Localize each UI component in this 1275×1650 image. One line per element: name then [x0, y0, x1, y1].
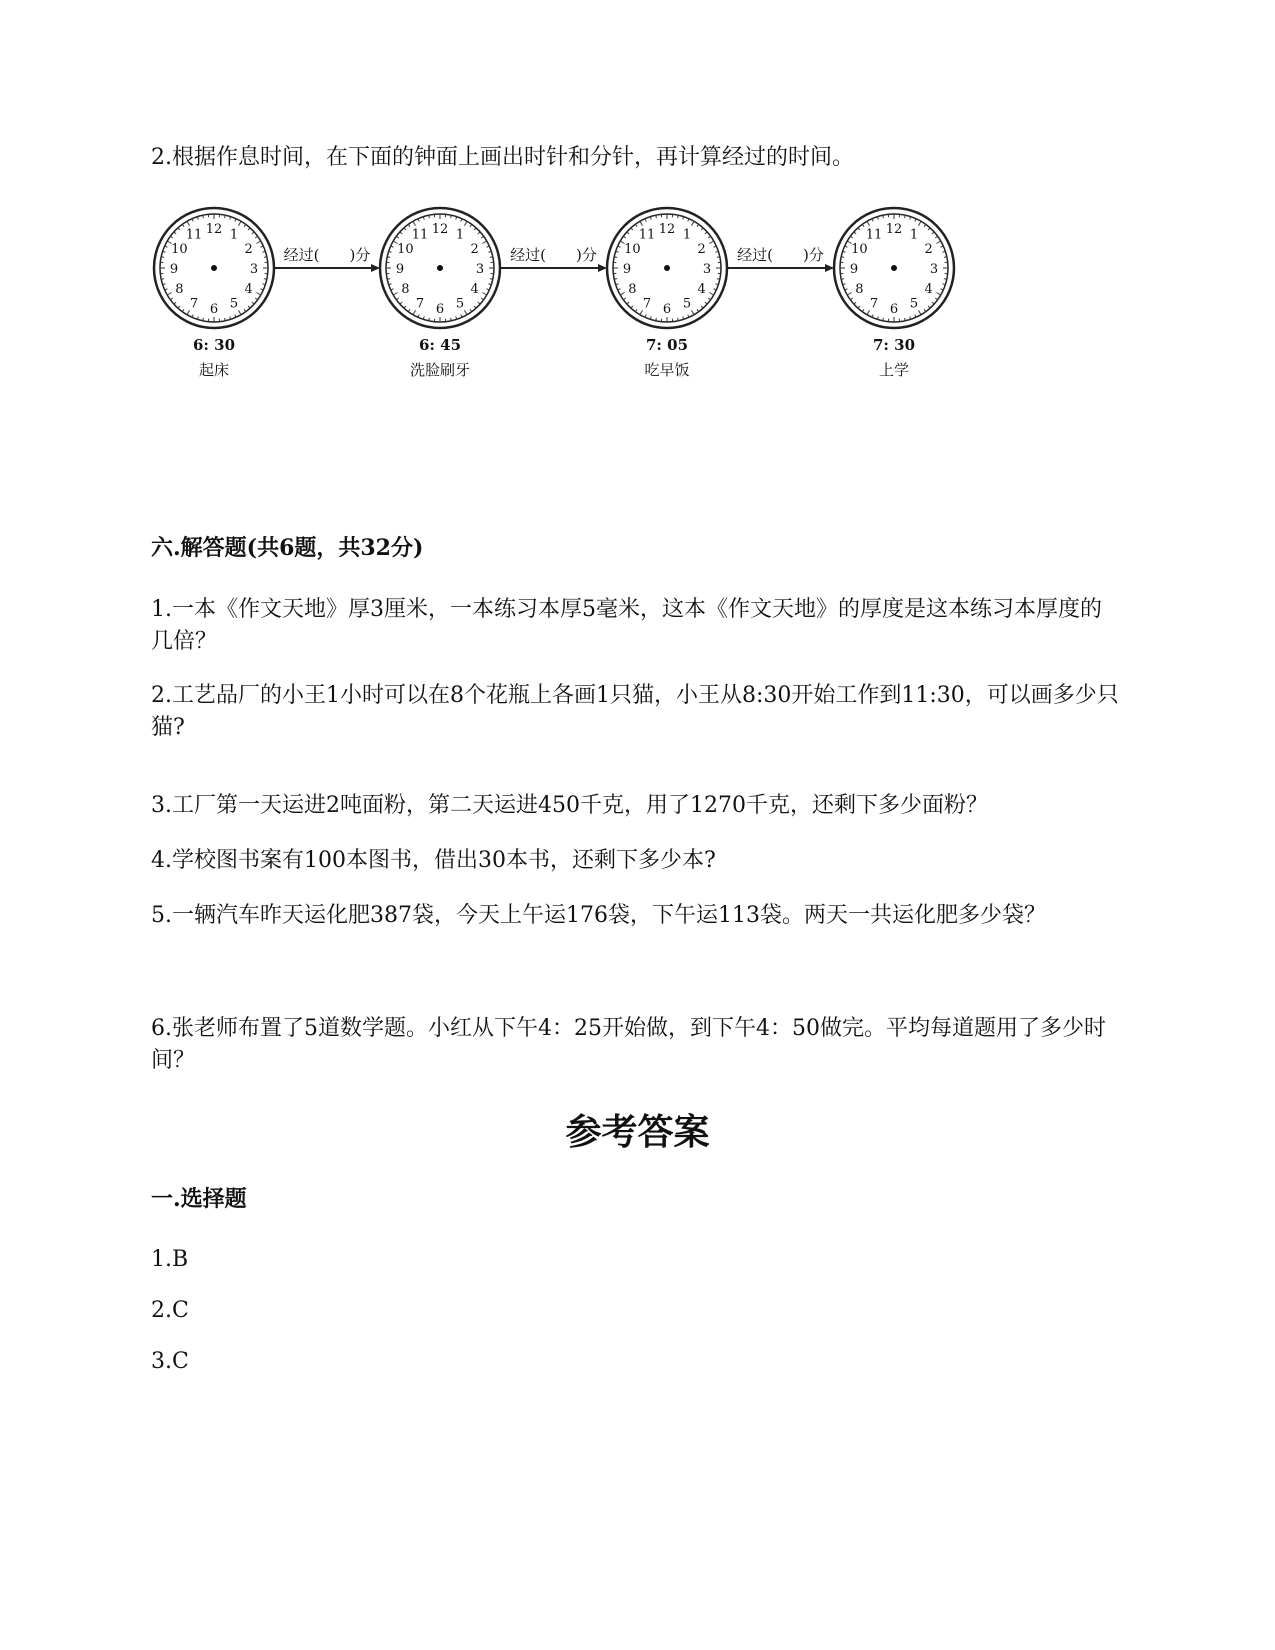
clock-number: 10	[851, 242, 868, 257]
clock-number: 5	[682, 296, 692, 312]
clock-number: 1	[229, 227, 239, 243]
clock-tick	[408, 309, 410, 311]
clock-tick	[478, 302, 480, 304]
clock-tick	[256, 241, 260, 244]
clock-number: 11	[638, 227, 656, 243]
clock-center-dot	[211, 265, 217, 271]
clock-number: 10	[171, 242, 188, 257]
clock-tick	[461, 315, 462, 318]
clock-tick	[717, 279, 720, 280]
arrow-head	[598, 264, 607, 272]
clock-tick	[854, 232, 856, 234]
clock-tick	[936, 241, 940, 244]
clock-tick	[883, 318, 884, 321]
clock-tick	[618, 289, 621, 290]
clock-tick	[178, 228, 180, 230]
clock-tick	[701, 306, 703, 308]
clock-tick	[490, 257, 493, 258]
clock-tick	[623, 236, 625, 238]
clock-tick	[692, 221, 695, 225]
clock-tick	[470, 309, 472, 311]
clock-tick	[470, 224, 472, 226]
clock-tick	[182, 309, 184, 311]
answer-item-2: 2.C	[151, 1298, 189, 1323]
clock-tick	[248, 228, 250, 230]
clock-tick	[905, 215, 906, 218]
clock-tick	[174, 232, 176, 234]
clock-figure	[140, 195, 990, 395]
clock-number: 3	[702, 262, 712, 277]
clock-number: 4	[470, 282, 479, 297]
clock-tick	[396, 298, 398, 300]
arrow-label: 经过( )分	[737, 246, 824, 264]
clock-tick	[165, 246, 168, 247]
clock-center-dot	[437, 265, 443, 271]
clock-tick	[905, 318, 906, 321]
clock-number: 7	[189, 296, 199, 312]
clock-tick	[915, 219, 916, 222]
clock-activity-label: 上学	[878, 361, 910, 379]
clock-tick	[705, 232, 707, 234]
clock-tick	[656, 215, 657, 218]
question-intro: 2.根据作息时间，在下面的钟面上画出时针和分针，再计算经过的时间。	[151, 145, 854, 170]
clock-tick	[465, 310, 468, 314]
clock-tick	[850, 236, 852, 238]
clock-tick	[872, 219, 873, 222]
clock-number: 2	[924, 242, 933, 257]
clock-number: 12	[205, 222, 223, 237]
clock-tick	[623, 298, 625, 300]
clock-tick	[165, 289, 168, 290]
clock-tick	[841, 279, 844, 280]
clock-number: 11	[185, 227, 203, 243]
clock-tick	[688, 315, 689, 318]
clock-tick	[627, 302, 629, 304]
question-4: 4.学校图书案有100本图书，借出30本书，还剩下多少本?	[151, 848, 716, 873]
clock-tick	[697, 309, 699, 311]
clock-tick	[941, 289, 944, 290]
clock-tick	[391, 289, 394, 290]
clock-tick	[161, 279, 164, 280]
clock-activity-label: 吃早饭	[644, 361, 690, 379]
clock-tick	[256, 293, 260, 296]
clock-tick	[264, 257, 267, 258]
question-1: 1.一本《作文天地》厚3厘米，一本练习本厚5毫米，这本《作文天地》的厚度是这本练习本厚度的几倍？	[151, 597, 1102, 654]
clock-tick	[400, 232, 402, 234]
clock-tick	[252, 302, 254, 304]
clock-number: 9	[849, 262, 859, 277]
clock-tick	[692, 310, 695, 314]
clock-tick	[845, 246, 848, 247]
clock-tick	[429, 318, 430, 321]
clock-number: 7	[415, 296, 425, 312]
section6-heading: 六.解答题(共6题，共32分)	[151, 535, 424, 561]
clock-tick	[235, 219, 236, 222]
clock-tick	[391, 246, 394, 247]
clock-tick	[915, 315, 916, 318]
clock-tick	[203, 318, 204, 321]
clock-tick	[867, 221, 870, 225]
clock-tick	[635, 309, 637, 311]
clock-tick	[705, 302, 707, 304]
clock-tick	[640, 221, 643, 225]
clock-tick	[845, 289, 848, 290]
clock-tick	[919, 310, 922, 314]
clock-tick	[708, 298, 710, 300]
answers-title: 参考答案	[565, 1111, 710, 1153]
clock-tick	[714, 289, 717, 290]
answer-item-1: 1.B	[151, 1247, 189, 1272]
clock-activity-label: 起床	[198, 361, 230, 379]
clock-number: 8	[175, 282, 184, 297]
clock-tick	[858, 306, 860, 308]
question-3: 3.工厂第一天运进2吨面粉，第二天运进450千克，用了1270千克，还剩下多少面粉？	[151, 793, 988, 818]
clock-tick	[451, 318, 452, 321]
clock-tick	[478, 232, 480, 234]
clock-number: 3	[929, 262, 939, 277]
clock-tick	[255, 236, 257, 238]
clock-tick	[862, 309, 864, 311]
clock-number: 4	[924, 282, 933, 297]
clock-tick	[182, 224, 184, 226]
clock-tick	[187, 221, 190, 225]
clock-number: 6	[435, 302, 445, 317]
clock-number: 12	[431, 222, 449, 237]
clock-number: 8	[628, 282, 637, 297]
clock-center-dot	[891, 265, 897, 271]
clock-tick	[862, 224, 864, 226]
clock-tick	[614, 279, 617, 280]
clock-number: 8	[401, 282, 410, 297]
clock-number: 1	[909, 227, 919, 243]
clock-tick	[192, 315, 193, 318]
clock-tick	[225, 318, 226, 321]
clock-number: 11	[865, 227, 883, 243]
clock-tick	[239, 310, 242, 314]
clock-tick	[244, 309, 246, 311]
clock-tick	[393, 293, 397, 296]
clock-tick	[709, 241, 713, 244]
clock-number: 5	[229, 296, 239, 312]
clock-number: 9	[622, 262, 632, 277]
answers-section1-heading: 一.选择题	[151, 1186, 247, 1212]
question-5: 5.一辆汽车昨天运化肥387袋，今天上午运176袋，下午运113袋。两天一共运化肥多少袋？	[151, 903, 1046, 928]
clock-tick	[404, 228, 406, 230]
clock-tick	[167, 293, 171, 296]
clock-tick	[482, 241, 486, 244]
clock-number: 3	[475, 262, 485, 277]
clock-tick	[244, 224, 246, 226]
clock-tick	[645, 219, 646, 222]
clock-tick	[252, 232, 254, 234]
arrow-head	[825, 264, 834, 272]
clock-tick	[235, 315, 236, 318]
clock-number: 9	[169, 262, 179, 277]
clock-number: 9	[395, 262, 405, 277]
clock-tick	[451, 215, 452, 218]
clock-tick	[408, 224, 410, 226]
clock-tick	[400, 302, 402, 304]
clock-number: 1	[682, 227, 692, 243]
clock-tick	[170, 236, 172, 238]
clock-number: 12	[885, 222, 903, 237]
clock-tick	[481, 236, 483, 238]
clock-tick	[461, 219, 462, 222]
clock-tick	[678, 215, 679, 218]
clock-center-dot	[664, 265, 670, 271]
question-2: 2.工艺品厂的小王1小时可以在8个花瓶上各画1只猫，小王从8:30开始工作到11:30，可以画多少只猫?	[151, 683, 1119, 740]
clock-number: 7	[642, 296, 652, 312]
clock-number: 12	[658, 222, 676, 237]
clock-number: 6	[662, 302, 672, 317]
clock-number: 10	[624, 242, 641, 257]
clock-time-label: 7: 30	[872, 336, 916, 354]
clock-tick	[678, 318, 679, 321]
clock-tick	[474, 228, 476, 230]
clock-tick	[418, 219, 419, 222]
clock-tick	[618, 246, 621, 247]
clock-tick	[487, 246, 490, 247]
clock-tick	[841, 257, 844, 258]
clock-tick	[850, 298, 852, 300]
clock-tick	[264, 279, 267, 280]
clock-tick	[697, 224, 699, 226]
clock-tick	[465, 221, 468, 225]
clock-tick	[717, 257, 720, 258]
clock-tick	[614, 257, 617, 258]
clock-tick	[413, 221, 416, 225]
clock-tick	[429, 215, 430, 218]
clock-tick	[418, 315, 419, 318]
clock-tick	[944, 279, 947, 280]
clock-tick	[474, 306, 476, 308]
clock-number: 3	[249, 262, 259, 277]
clock-tick	[203, 215, 204, 218]
clock-number: 2	[470, 242, 479, 257]
question-6: 6.张老师布置了5道数学题。小红从下午4：25开始做，到下午4：50做完。平均每道题用了多少时间？	[151, 1016, 1106, 1073]
clock-tick	[944, 257, 947, 258]
clock-number: 7	[869, 296, 879, 312]
clock-tick	[924, 309, 926, 311]
clock-number: 5	[909, 296, 919, 312]
clock-time-label: 6: 30	[192, 336, 236, 354]
clock-tick	[487, 289, 490, 290]
clock-tick	[255, 298, 257, 300]
clock-tick	[883, 215, 884, 218]
clock-number: 1	[455, 227, 465, 243]
clock-tick	[928, 306, 930, 308]
clock-tick	[936, 293, 940, 296]
clock-tick	[919, 221, 922, 225]
clock-tick	[935, 236, 937, 238]
clock-tick	[261, 289, 264, 290]
clock-number: 2	[697, 242, 706, 257]
clock-tick	[635, 224, 637, 226]
clock-tick	[387, 279, 390, 280]
clock-tick	[928, 228, 930, 230]
clock-number: 11	[411, 227, 429, 243]
clock-tick	[714, 246, 717, 247]
clock-tick	[620, 293, 624, 296]
answer-item-3: 3.C	[151, 1349, 189, 1374]
clock-tick	[932, 302, 934, 304]
clock-tick	[872, 315, 873, 318]
clock-tick	[688, 219, 689, 222]
clock-tick	[404, 306, 406, 308]
clock-tick	[161, 257, 164, 258]
clock-number: 4	[697, 282, 706, 297]
clock-tick	[627, 232, 629, 234]
clock-tick	[261, 246, 264, 247]
clock-tick	[701, 228, 703, 230]
clock-tick	[935, 298, 937, 300]
arrow-label: 经过( )分	[510, 246, 597, 264]
clock-tick	[170, 298, 172, 300]
clock-tick	[239, 221, 242, 225]
clock-tick	[178, 306, 180, 308]
clock-tick	[858, 228, 860, 230]
clock-time-label: 6: 45	[418, 336, 462, 354]
clock-tick	[225, 215, 226, 218]
clock-number: 2	[244, 242, 253, 257]
clock-tick	[847, 293, 851, 296]
clock-tick	[481, 298, 483, 300]
clock-tick	[854, 302, 856, 304]
clock-time-label: 7: 05	[645, 336, 689, 354]
arrow-label: 经过( )分	[283, 246, 371, 264]
clock-tick	[631, 228, 633, 230]
clock-number: 10	[397, 242, 414, 257]
clock-tick	[248, 306, 250, 308]
clock-tick	[645, 315, 646, 318]
clock-tick	[192, 219, 193, 222]
clock-activity-label: 洗脸刷牙	[409, 361, 471, 379]
clock-tick	[387, 257, 390, 258]
clock-tick	[924, 224, 926, 226]
clock-number: 8	[855, 282, 864, 297]
clock-tick	[941, 246, 944, 247]
clock-tick	[932, 232, 934, 234]
clock-tick	[396, 236, 398, 238]
clock-number: 5	[455, 296, 465, 312]
clock-tick	[490, 279, 493, 280]
clock-tick	[656, 318, 657, 321]
clock-tick	[708, 236, 710, 238]
clock-tick	[174, 302, 176, 304]
clock-number: 4	[244, 282, 253, 297]
clock-tick	[482, 293, 486, 296]
clock-tick	[631, 306, 633, 308]
clock-number: 6	[889, 302, 899, 317]
arrow-head	[371, 264, 380, 272]
clock-tick	[709, 293, 713, 296]
clock-number: 6	[209, 302, 219, 317]
